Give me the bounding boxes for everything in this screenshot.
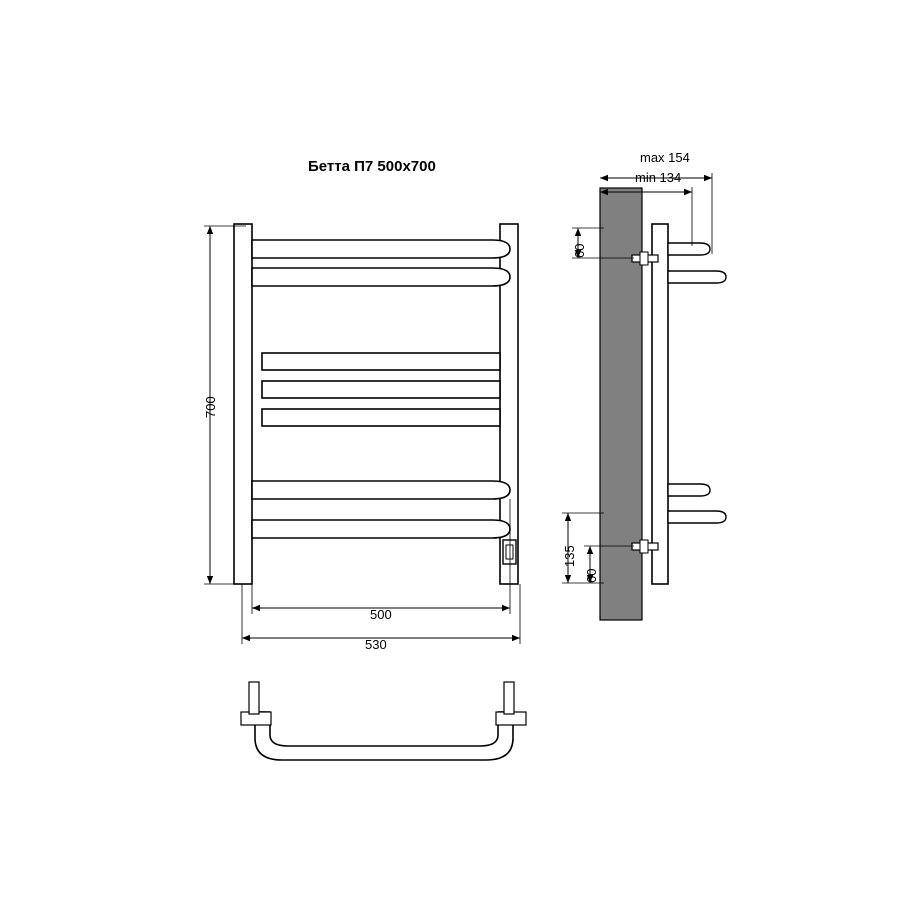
side-rail-1 [668, 243, 710, 255]
dim-label-inner-width: 500 [370, 607, 392, 622]
top-view-group [241, 682, 526, 760]
front-rail-6 [252, 481, 510, 499]
top-outer-profile [255, 712, 513, 760]
dim-arrow-135-upper [565, 513, 571, 521]
front-rail-4 [262, 381, 500, 398]
top-bracket-right-stem [504, 682, 514, 714]
dim-arrow-min134-right [684, 189, 692, 195]
dim-arrow-500-left [252, 605, 260, 611]
dim-label-max-depth: max 154 [640, 150, 690, 165]
dim-label-bottom-offset: 60 [584, 568, 599, 583]
front-left-post [234, 224, 252, 584]
side-bracket-top-collar [640, 252, 648, 265]
dim-label-height: 700 [203, 396, 218, 418]
dim-arrow-max154-right [704, 175, 712, 181]
side-rail-7 [668, 511, 726, 523]
dim-label-min-depth: min 134 [635, 170, 682, 185]
dim-label-outer-width: 530 [365, 637, 387, 652]
side-rail-2 [668, 271, 726, 283]
front-rail-2 [252, 268, 510, 286]
front-rail-3 [262, 353, 500, 370]
dim-arrow-135-lower [565, 575, 571, 583]
top-bracket-left-stem [249, 682, 259, 714]
dim-arrow-60-bottom-upper [587, 546, 593, 554]
dim-arrow-530-right [512, 635, 520, 641]
front-rail-7 [252, 520, 510, 538]
dim-label-bracket-spacing: 135 [562, 545, 577, 567]
front-control-unit-inner [506, 545, 513, 559]
dim-arrow-60-top-upper [575, 228, 581, 236]
dim-arrow-max154-left [600, 175, 608, 181]
side-vertical-post [652, 224, 668, 584]
top-inner-profile [270, 712, 498, 746]
dim-arrow-height-top [207, 226, 213, 234]
front-view-group [204, 224, 520, 644]
front-rail-1 [252, 240, 510, 258]
dim-arrow-height-bottom [207, 576, 213, 584]
front-rail-5 [262, 409, 500, 426]
side-wall-block [600, 188, 642, 620]
dim-arrow-530-left [242, 635, 250, 641]
drawing-title: Бетта П7 500x700 [308, 158, 436, 175]
dim-label-top-offset: 60 [572, 243, 587, 258]
side-view-group [562, 173, 726, 620]
side-bracket-bottom-collar [640, 540, 648, 553]
side-rail-6 [668, 484, 710, 496]
dim-arrow-500-right [502, 605, 510, 611]
